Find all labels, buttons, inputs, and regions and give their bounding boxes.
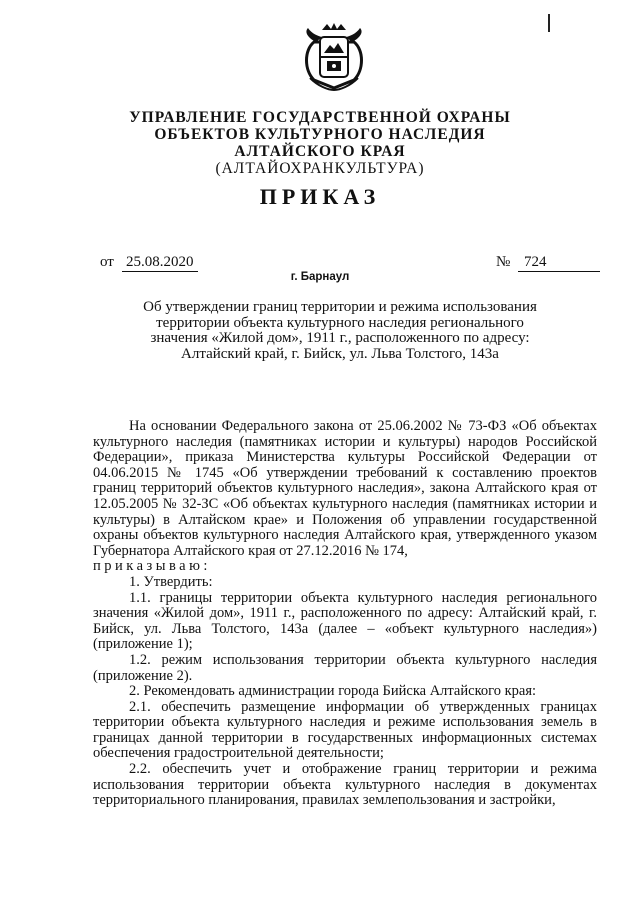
document-date: 25.08.2020: [122, 254, 198, 272]
preamble-paragraph: На основании Федерального закона от 25.06.2002 № 73-ФЗ «Об объектах культурного наследия (памятниках истории и культуры) народов Российской Федерации», приказа Министерства культуры Российской Федерации от 04.06.2015 № 1745 «Об утверждении требований к составлению проектов границ территорий объектов культурного наследия», закона Алтайского края от 12.05.2005 № 32-ЗС «Об объектах культурного наследия (памятниках истории и культуры) в Алтайском крае» и Положения об управлении государственной охраны объектов культурного наследия Алтайского края, утвержденного указом Губернатора Алтайского края от 27.12.2016 № 174,: [93, 418, 597, 559]
org-short-name: (АЛТАЙОХРАНКУЛЬТУРА): [215, 160, 425, 177]
city-name: г. Барнаул: [290, 271, 350, 283]
order-word: приказываю:: [93, 558, 211, 575]
date-prefix: от: [100, 254, 114, 270]
coat-of-arms-emblem: [300, 20, 368, 92]
clause-1: 1. Утвердить:: [129, 573, 213, 590]
page-edge-mark: [548, 14, 550, 32]
document-type-title: ПРИКАЗ: [259, 184, 381, 209]
document-body: [93, 419, 597, 809]
subject-line: значения «Жилой дом», 1911 г., расположенного по адресу:: [150, 330, 530, 346]
org-name-line-3: АЛТАЙСКОГО КРАЯ: [234, 143, 406, 160]
subject-line: Об утверждении границ территории и режима использования: [143, 299, 537, 315]
subject-line: Алтайский край, г. Бийск, ул. Льва Толстого, 143а: [181, 345, 499, 362]
clause-2-2: 2.2. обеспечить учет и отображение границ территории и режима использования территории объекта культурного наследия в документах территориального планирования, правилах землепользования и застройки,: [93, 761, 597, 809]
clause-2-1: 2.1. обеспечить размещение информации об утвержденных границах территории объекта культурного наследия и режиме использования земель в границах данной территории в государственных информационных системах обеспечения градостроительной деятельности;: [93, 698, 597, 762]
org-name-line-1: УПРАВЛЕНИЕ ГОСУДАРСТВЕННОЙ ОХРАНЫ: [129, 109, 511, 126]
clause-1-2: 1.2. режим использования территории объекта культурного наследия (приложение 2).: [93, 651, 597, 684]
org-name-line-2: ОБЪЕКТОВ КУЛЬТУРНОГО НАСЛЕДИЯ: [154, 126, 486, 143]
clause-2: 2. Рекомендовать администрации города Бийска Алтайского края:: [129, 683, 537, 700]
document-subject: [120, 300, 560, 362]
number-prefix: №: [496, 254, 511, 270]
clause-1-1: 1.1. границы территории объекта культурного наследия регионального значения «Жилой дом», 1911 г., расположенного по адресу: Алтайский край, г. Бийск, ул. Льва Толстого, 143а (далее – «объект культурного наследия») (приложение 1);: [93, 589, 597, 653]
subject-line: территории объекта культурного наследия регионального: [156, 314, 524, 331]
document-number: 724: [518, 254, 600, 272]
